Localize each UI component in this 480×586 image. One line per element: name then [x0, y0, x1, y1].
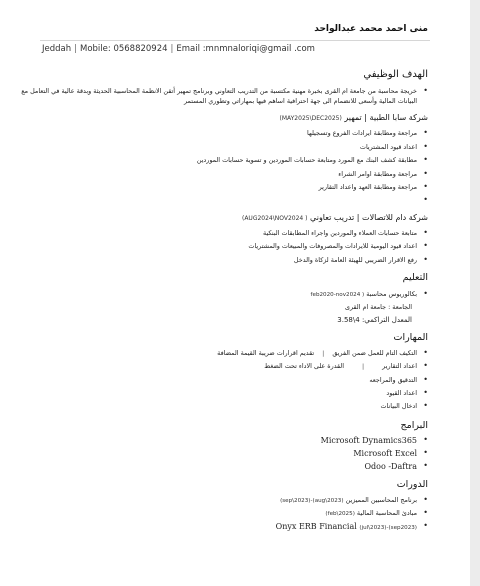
education-list — [311, 290, 428, 302]
list-item: • مراجعة ومطابقة ايرادات الفروع وتسجيلها — [197, 129, 428, 143]
contact-mobile: Mobile: 0568820924 — [80, 44, 168, 54]
list-item — [276, 509, 428, 522]
list-item: • Microsoft Excel — [321, 449, 428, 462]
course-title: Onyx ERB Financial — [275, 522, 357, 531]
course-title: مبادئ المحاسبة المالية — [356, 509, 417, 517]
courses-heading: الدورات — [396, 479, 428, 490]
list-item: • رفع الاقرار الضريبي للهيئة العامة لزكاة والدخل — [248, 256, 428, 269]
software-list — [321, 436, 428, 475]
education-degree: بكالوريوس محاسبة — [366, 290, 417, 298]
contact-email[interactable]: Email :mnmnaloriqi@gmail .com — [176, 44, 315, 54]
skills-list — [217, 349, 428, 415]
header-divider — [40, 40, 430, 41]
list-item — [276, 522, 428, 535]
list-item: • اعداد قيود اليومية للايرادات والمصروفات والمبيعات والمشتريات — [248, 242, 428, 256]
list-item — [311, 290, 428, 302]
experience-2-company: شركة دام للاتصالات — [362, 213, 428, 222]
education-heading: التعليم — [402, 272, 428, 283]
course-date: (jul\2023)-(sep2023) — [359, 525, 417, 531]
experience-1-company: شركة سابا الطبية — [369, 113, 428, 122]
list-item — [276, 496, 428, 509]
experience-2-date: ( AUG2024\NOV2024) — [241, 215, 308, 222]
experience-2-heading: شركة دام للاتصالات | تدريب تعاوني ( AUG2024\NOV2024) — [241, 213, 428, 222]
course-title: برنامج المحاسبين المميزين — [345, 496, 417, 504]
courses-list — [276, 496, 428, 535]
list-item: • التكيف التام للعمل ضمن الفريق|تقديم اقرارات ضريبة القيمة المضافة — [217, 349, 428, 362]
objective-text: • خريجة محاسبة من جامعة ام القرى بخبرة مهنية مكتسبة من التدريب التعاوني وبرنامج تمهير أتقن الانظمة المحاسبية الحديثة وبدقة عالية في التعامل مع البيانات المالية وأسعى للانضمام الى جهة احترافية اساهم فيها بمهاراتي وتطوري المستمر — [17, 86, 428, 106]
education-gpa: المعدل التراكمي: 4\3.58 — [337, 316, 412, 324]
experience-1-date: (MAY2025\DEC2025) — [279, 115, 342, 122]
experience-2-role: تدريب تعاوني — [310, 213, 355, 222]
contact-location: Jeddah — [42, 44, 72, 54]
list-item: • اعداد التقارير|القدرة على الاداء تحت الضغط — [217, 362, 428, 376]
education-university: الجامعة : جامعة ام القرى — [344, 303, 412, 311]
contact-line: Jeddah | Mobile: 0568820924 | Email :mnmnaloriqi@gmail .com — [42, 44, 315, 54]
list-item — [197, 196, 428, 209]
skill: اعداد التقارير — [382, 362, 417, 370]
list-item: • ادخال البيانات — [217, 402, 428, 415]
experience-2-list — [248, 229, 428, 269]
course-date: (aug\2023)-(sep\2023) — [280, 498, 344, 504]
course-date: (feb\2025) — [325, 511, 355, 517]
objective-heading: الهدف الوظيفي — [363, 69, 428, 80]
list-item: • مراجعة ومطابقة العهد واعداد التقارير — [197, 183, 428, 196]
list-item: • متابعة حسابات العملاء والموردين واجراء المطابقات البنكية — [248, 229, 428, 242]
experience-1-list — [197, 129, 428, 209]
list-item: • التدقيق والمراجعه — [217, 376, 428, 389]
skill: القدرة على الاداء تحت الضغط — [264, 362, 345, 370]
list-item: • Microsoft Dynamics365 — [321, 436, 428, 449]
experience-1-heading: شركة سابا الطبية | تمهير (MAY2025\DEC2025) — [279, 113, 428, 122]
list-item: • Odoo -Daftra — [321, 462, 428, 475]
skill: التكيف التام للعمل ضمن الفريق — [332, 349, 417, 357]
experience-1-role: تمهير — [344, 113, 362, 122]
list-item: • مطابقة كشف البنك مع المورد ومتابعة حسابات الموردين و تسوية حسابات الموردين — [197, 156, 428, 170]
list-item: • اعداد قيود المشتريات — [197, 143, 428, 156]
education-date: ( feb2020-nov2024 — [310, 292, 365, 298]
list-item: • مراجعة ومطابقة اوامر الشراء — [197, 170, 428, 183]
skill: تقديم اقرارات ضريبة القيمة المضافة — [217, 349, 315, 357]
software-heading: البرامج — [400, 420, 428, 431]
candidate-name: منى احمد محمد عبدالواحد — [314, 24, 428, 34]
skills-heading: المهارات — [393, 332, 428, 343]
list-item: • اعداد القيود — [217, 389, 428, 402]
